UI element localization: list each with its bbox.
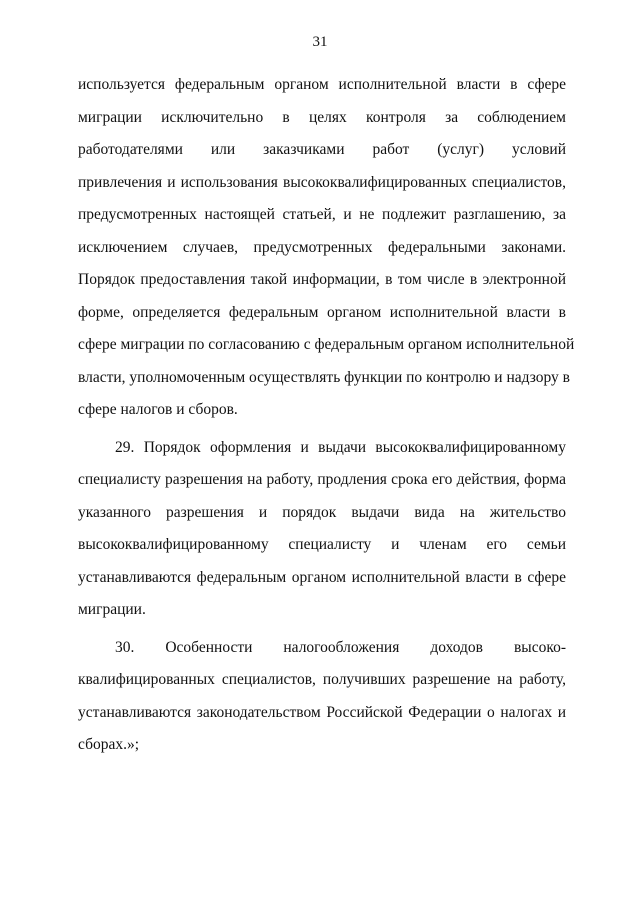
text-line: исключением случаев, предусмотренных федеральными законами.	[78, 238, 566, 256]
text-line: квалифицированных специалистов, получивших разрешение на работу,	[78, 671, 566, 688]
text-line: работодателями или заказчиками работ (услуг) условий	[78, 141, 566, 158]
text-line: привлечения и использования высококвалифицированных специалистов,	[78, 173, 566, 191]
text-line: устанавливаются федеральным органом исполнительной власти в сфере	[78, 568, 566, 586]
text-line: сфере налогов и сборов.	[78, 401, 238, 418]
paragraph-29	[78, 432, 566, 627]
text-line: специалисту разрешения на работу, продления срока его действия, форма	[78, 471, 566, 488]
page-number: 31	[312, 34, 328, 50]
text-line: 29. Порядок оформления и выдачи высококвалифицированному	[115, 438, 566, 456]
document-body	[78, 69, 575, 762]
text-line: власти, уполномоченным осуществлять функции по контролю и надзору в	[78, 368, 570, 386]
text-line: миграции.	[78, 601, 146, 618]
text-line: Порядок предоставления такой информации, в том числе в электронной	[78, 271, 566, 288]
text-line: предусмотренных настоящей статьей, и не подлежит разглашению, за	[78, 206, 566, 223]
text-line: форме, определяется федеральным органом исполнительной власти в	[78, 303, 566, 321]
text-line: устанавливаются законодательством Российской Федерации о налогах и	[78, 703, 566, 721]
paragraph-30	[78, 632, 566, 762]
text-line: миграции исключительно в целях контроля за соблюдением	[78, 108, 566, 126]
text-line: высококвалифицированному специалисту и членам его семьи	[78, 536, 566, 553]
text-line: сборах.»;	[78, 736, 140, 753]
paragraph-1	[78, 69, 575, 427]
text-line: 30. Особенности налогообложения доходов высоко-	[115, 638, 566, 656]
text-line: используется федеральным органом исполнительной власти в сфере	[78, 76, 566, 93]
text-line: сфере миграции по согласованию с федеральным органом исполнительной	[78, 336, 575, 353]
text-line: указанного разрешения и порядок выдачи вида на жительство	[78, 503, 566, 521]
